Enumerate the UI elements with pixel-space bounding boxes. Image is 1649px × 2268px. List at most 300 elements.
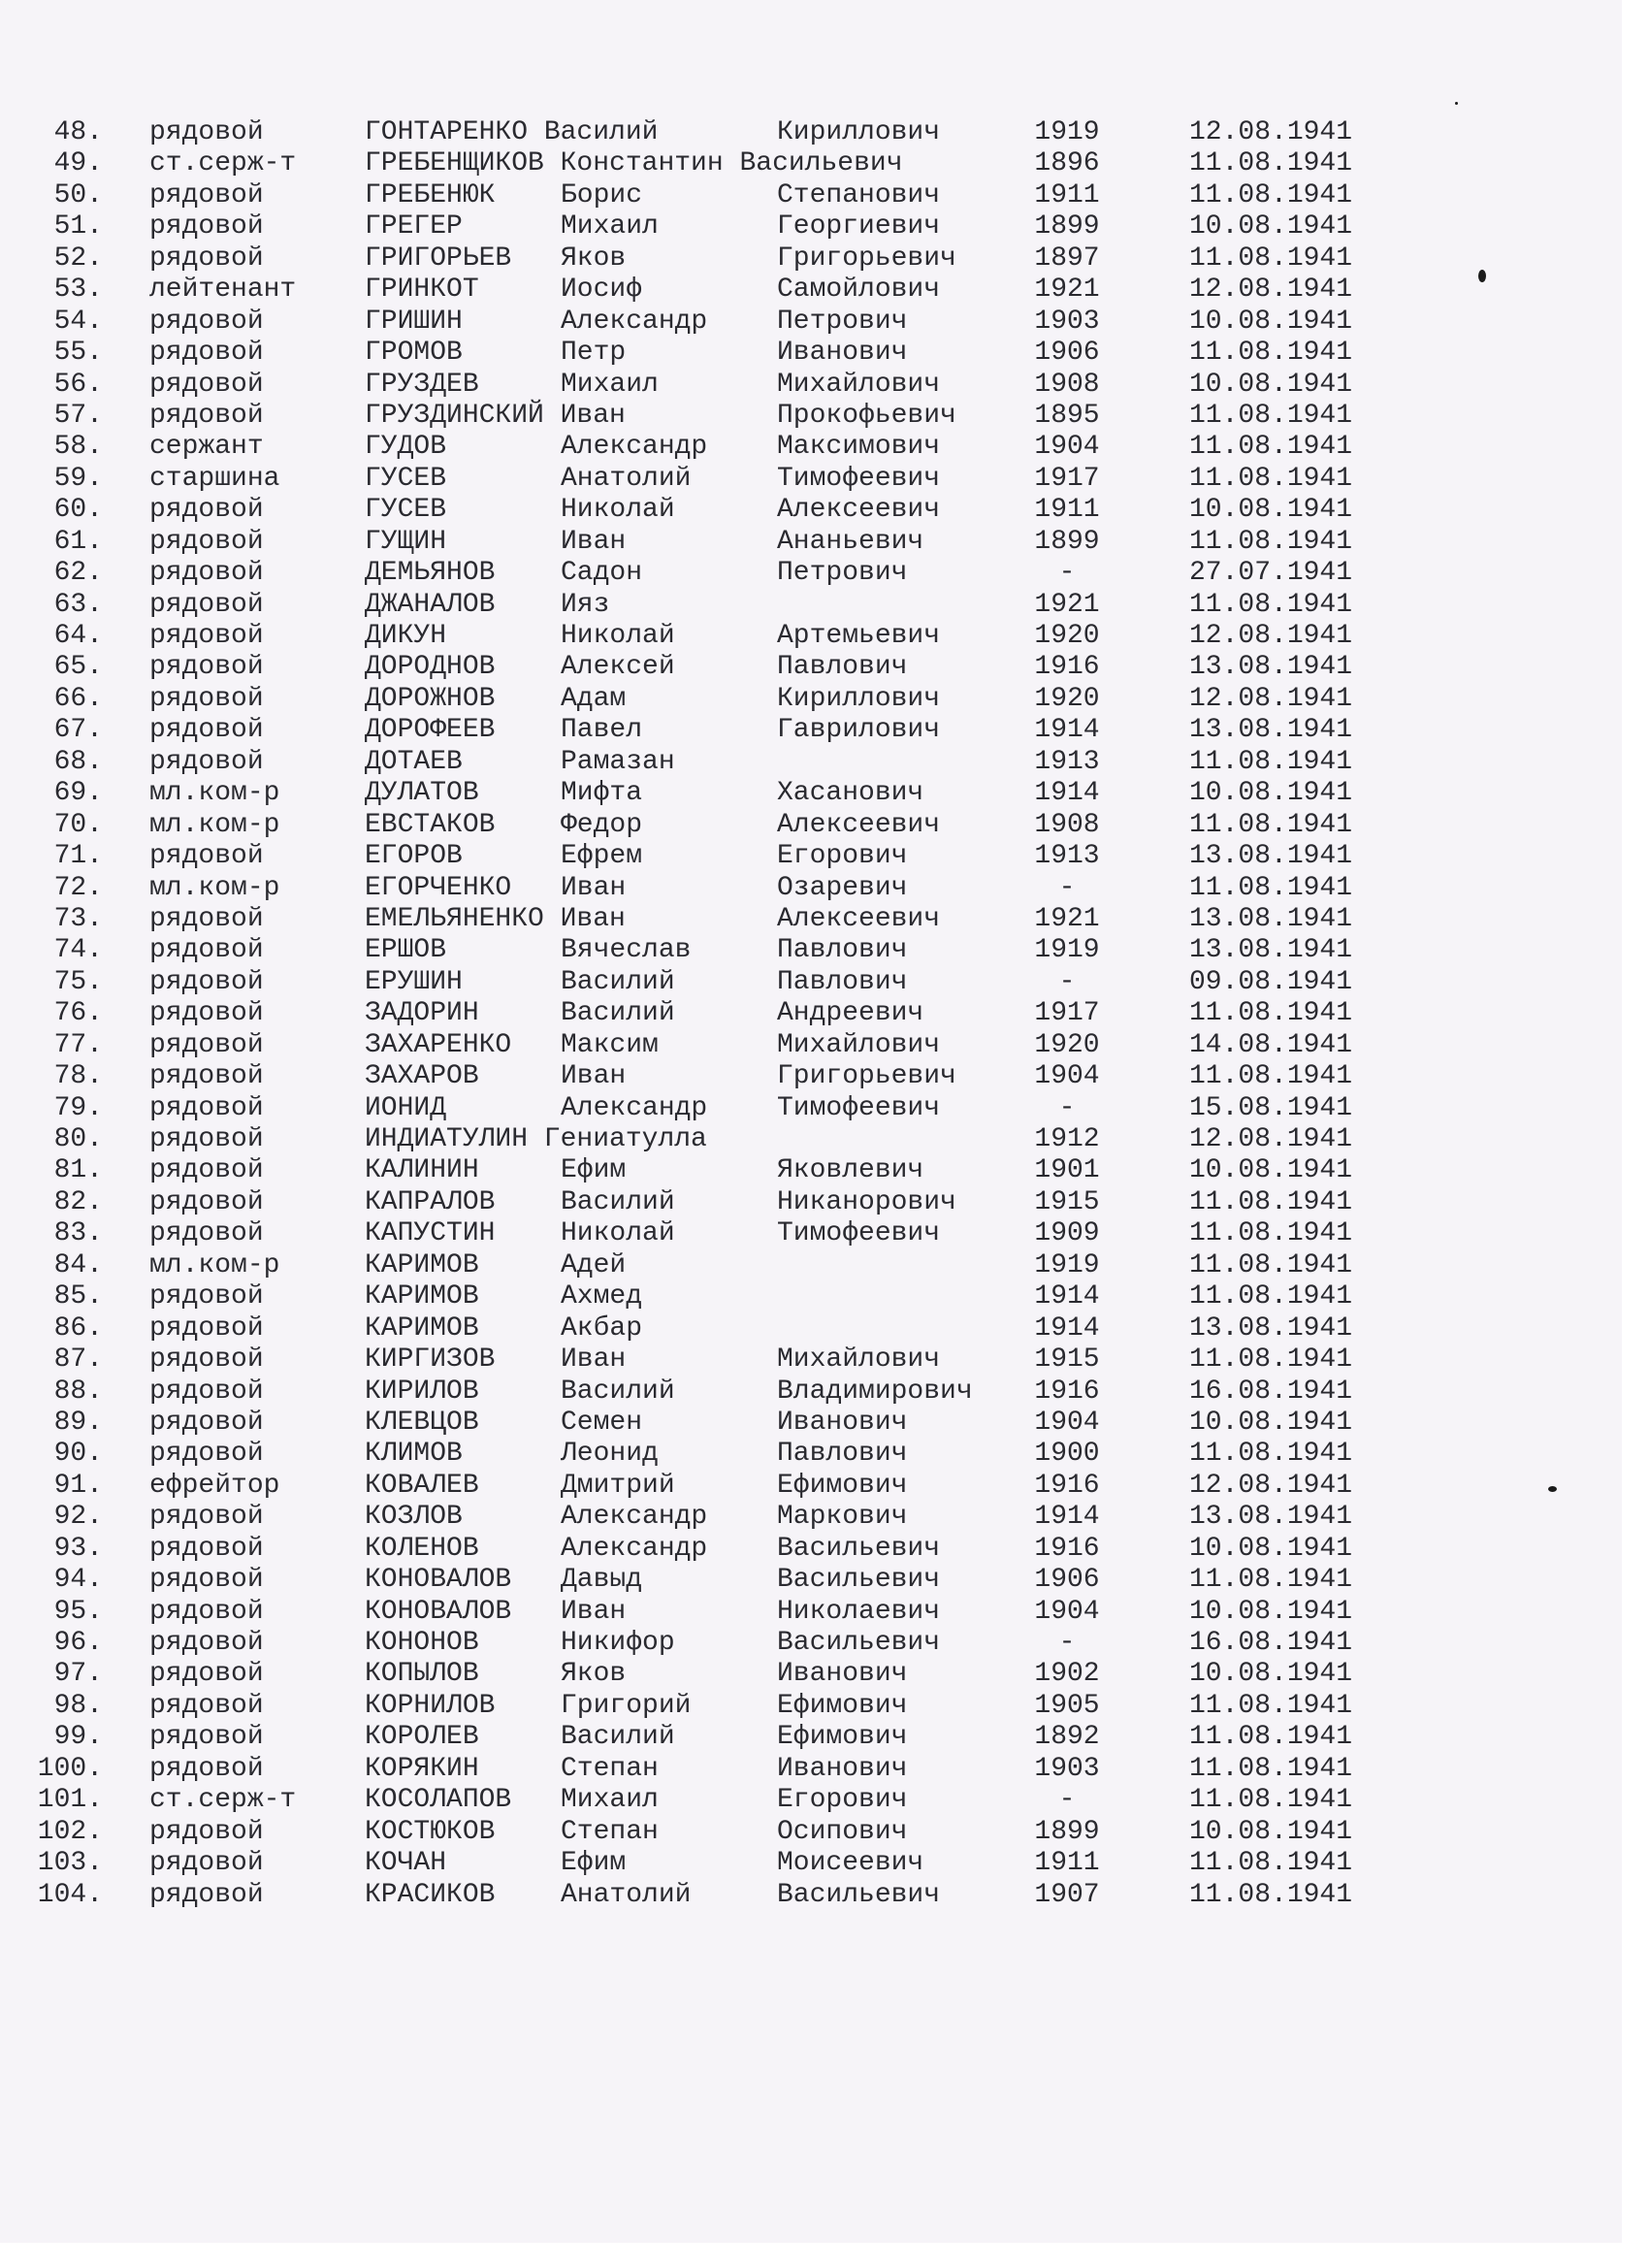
surname: ГУСЕВ [365,463,447,494]
given-name: Дмитрий [561,1470,675,1501]
given-name: Максим [561,1029,659,1060]
given-name: Степан [561,1753,659,1784]
date: 13.08.1941 [1189,715,1353,746]
given-name: Александр [561,432,708,463]
roster-row [0,590,1455,621]
given-name: Александр [561,306,708,337]
patronymic: Кириллович [777,117,941,147]
birth-year: 1917 [1034,998,1100,1029]
birth-year: 1915 [1034,1345,1100,1376]
surname: ДЕМЬЯНОВ [365,558,496,589]
ink-speck [1478,270,1486,282]
surname: ЕГОРЧЕНКО [365,872,512,903]
entry-number: 60. [53,495,103,526]
entry-number: 82. [53,1186,103,1217]
surname: КАРИМОВ [365,1281,479,1312]
patronymic: Степанович [777,179,941,211]
entry-number: 101. [37,1785,103,1816]
roster-row [0,1313,1455,1345]
given-name: Петр [561,338,627,369]
surname: ГУЩИН [365,526,447,557]
roster-row [0,1061,1455,1092]
roster-row [0,1281,1455,1312]
patronymic: Иванович [777,1659,908,1690]
date: 10.08.1941 [1189,1596,1353,1627]
roster-row [0,841,1455,872]
military-rank: рядовой [149,117,264,147]
date: 11.08.1941 [1189,1249,1353,1280]
surname: ГРЕГЕР [365,211,463,243]
roster-row [0,1597,1455,1628]
roster-row [0,180,1455,211]
roster-row [0,148,1455,179]
birth-year: - [1058,872,1076,903]
entry-number: 70. [53,809,103,840]
patronymic: Тимофеевич [777,1218,941,1249]
birth-year: 1904 [1034,432,1100,463]
patronymic: Васильевич [777,1533,941,1564]
patronymic: Тимофеевич [777,1092,941,1123]
surname: КОЧАН [365,1848,447,1879]
entry-number: 100. [37,1753,103,1784]
birth-year: 1900 [1034,1439,1100,1470]
date: 11.08.1941 [1189,179,1353,211]
surname: КОЛЕНОВ [365,1533,479,1564]
birth-year: 1899 [1034,1816,1100,1847]
birth-year: 1899 [1034,211,1100,243]
given-name: Адей [561,1249,627,1280]
date: 11.08.1941 [1189,463,1353,494]
entry-number: 96. [53,1628,103,1658]
patronymic: Ефимович [777,1722,908,1753]
entry-number: 62. [53,558,103,589]
patronymic: Алексеевич [777,495,941,526]
date: 15.08.1941 [1189,1092,1353,1123]
military-rank: сержант [149,432,264,463]
birth-year: 1919 [1034,935,1100,966]
surname: ИНДИАТУЛИН Гениатулла [365,1124,707,1154]
surname: КАПУСТИН [365,1218,496,1249]
birth-year: 1902 [1034,1659,1100,1690]
military-rank: рядовой [149,211,264,243]
military-rank: рядовой [149,1124,264,1154]
date: 16.08.1941 [1189,1628,1353,1658]
birth-year: 1914 [1034,778,1100,809]
patronymic: Михайлович [777,1345,941,1376]
birth-year: 1913 [1034,746,1100,777]
entry-number: 53. [53,275,103,306]
roster-row [0,401,1455,432]
entry-number: 98. [53,1690,103,1721]
roster-row [0,338,1455,369]
date: 11.08.1941 [1189,589,1353,620]
military-rank: рядовой [149,1816,264,1847]
date: 11.08.1941 [1189,1345,1353,1376]
military-rank: рядовой [149,1407,264,1438]
military-rank: рядовой [149,1155,264,1186]
date: 11.08.1941 [1189,998,1353,1029]
military-rank: рядовой [149,652,264,683]
birth-year: 1916 [1034,1376,1100,1407]
birth-year: 1921 [1034,275,1100,306]
patronymic: Павлович [777,966,908,997]
surname: ЕРУШИН [365,966,463,997]
given-name: Николай [561,495,675,526]
entry-number: 61. [53,526,103,557]
birth-year: 1897 [1034,243,1100,274]
entry-number: 92. [53,1502,103,1533]
birth-year: 1909 [1034,1218,1100,1249]
surname: ЕГОРОВ [365,841,463,872]
roster-row [0,1030,1455,1061]
military-rank: рядовой [149,243,264,274]
entry-number: 97. [53,1659,103,1690]
birth-year: 1896 [1034,148,1100,179]
date: 13.08.1941 [1189,1312,1353,1344]
military-rank: рядовой [149,1502,264,1533]
given-name: Борис [561,179,643,211]
roster-row [0,370,1455,401]
roster-row [0,1628,1455,1659]
given-name: Василий [561,1722,675,1753]
military-rank: рядовой [149,1848,264,1879]
military-rank: мл.ком-р [149,809,280,840]
birth-year: 1905 [1034,1690,1100,1721]
surname: ДОТАЕВ [365,746,463,777]
surname: КОНОВАЛОВ [365,1596,512,1627]
military-rank: рядовой [149,715,264,746]
given-name: Александр [561,1502,708,1533]
patronymic: Егорович [777,841,908,872]
patronymic: Ефимович [777,1470,908,1501]
given-name: Вячеслав [561,935,692,966]
date: 11.08.1941 [1189,526,1353,557]
surname: КИРГИЗОВ [365,1345,496,1376]
given-name: Иван [561,872,627,903]
entry-number: 68. [53,746,103,777]
given-name: Рамазан [561,746,675,777]
roster-row [0,1534,1455,1565]
date: 11.08.1941 [1189,400,1353,431]
birth-year: 1914 [1034,1281,1100,1312]
ink-speck [1455,102,1458,105]
military-rank: рядовой [149,746,264,777]
date: 11.08.1941 [1189,1722,1353,1753]
entry-number: 51. [53,211,103,243]
date: 10.08.1941 [1189,778,1353,809]
entry-number: 88. [53,1376,103,1407]
date: 11.08.1941 [1189,432,1353,463]
military-rank: рядовой [149,1312,264,1344]
military-rank: рядовой [149,1879,264,1910]
date: 11.08.1941 [1189,1848,1353,1879]
entry-number: 64. [53,621,103,651]
birth-year: 1920 [1034,1029,1100,1060]
military-rank: рядовой [149,1281,264,1312]
date: 11.08.1941 [1189,1439,1353,1470]
patronymic: Алексеевич [777,809,941,840]
roster-row [0,1848,1455,1879]
given-name: Мифта [561,778,643,809]
patronymic: Петрович [777,306,908,337]
birth-year: 1916 [1034,1533,1100,1564]
date: 10.08.1941 [1189,1407,1353,1438]
given-name: Анатолий [561,1879,692,1910]
ink-speck [1548,1486,1557,1492]
surname: ГОНТАРЕНКО Василий [365,117,659,147]
surname: ЗАХАРОВ [365,1061,479,1092]
birth-year: 1901 [1034,1155,1100,1186]
birth-year: - [1058,1628,1076,1658]
roster-row [0,621,1455,652]
patronymic: Ананьевич [777,526,924,557]
patronymic: Иванович [777,338,908,369]
entry-number: 76. [53,998,103,1029]
roster-row [0,873,1455,904]
date: 27.07.1941 [1189,558,1353,589]
birth-year: 1913 [1034,841,1100,872]
entry-number: 58. [53,432,103,463]
entry-number: 79. [53,1092,103,1123]
patronymic: Тимофеевич [777,463,941,494]
surname: ДОРОДНОВ [365,652,496,683]
entry-number: 103. [37,1848,103,1879]
given-name: Яков [561,1659,627,1690]
entry-number: 59. [53,463,103,494]
birth-year: 1919 [1034,117,1100,147]
entry-number: 77. [53,1029,103,1060]
patronymic: Прокофьевич [777,400,956,431]
military-rank: ст.серж-т [149,1785,297,1816]
military-rank: рядовой [149,1753,264,1784]
date: 11.08.1941 [1189,1565,1353,1596]
surname: ЗАДОРИН [365,998,479,1029]
entry-number: 87. [53,1345,103,1376]
given-name: Иосиф [561,275,643,306]
date: 11.08.1941 [1189,809,1353,840]
military-rank: рядовой [149,903,264,934]
surname: ЕВСТАКОВ [365,809,496,840]
birth-year: 1914 [1034,1312,1100,1344]
entry-number: 54. [53,306,103,337]
surname: ЕМЕЛЬЯНЕНКО Иван [365,903,626,934]
surname: ГРИШИН [365,306,463,337]
entry-number: 95. [53,1596,103,1627]
surname: КЛЕВЦОВ [365,1407,479,1438]
entry-number: 57. [53,400,103,431]
given-name: Михаил [561,369,659,400]
patronymic: Озаревич [777,872,908,903]
roster-row [0,652,1455,683]
given-name: Давыд [561,1565,643,1596]
patronymic: Васильевич [777,1879,941,1910]
patronymic: Михайлович [777,369,941,400]
surname: ДУЛАТОВ [365,778,479,809]
entry-number: 69. [53,778,103,809]
roster-row [0,1880,1455,1911]
roster-row [0,967,1455,998]
date: 10.08.1941 [1189,495,1353,526]
roster-row [0,684,1455,715]
military-rank: рядовой [149,1439,264,1470]
date: 11.08.1941 [1189,1061,1353,1092]
given-name: Василий [561,1376,675,1407]
surname: КОВАЛЕВ [365,1470,479,1501]
date: 13.08.1941 [1189,652,1353,683]
entry-number: 99. [53,1722,103,1753]
roster-row [0,432,1455,463]
military-rank: рядовой [149,369,264,400]
given-name: Ахмед [561,1281,643,1312]
given-name: Степан [561,1816,659,1847]
entry-number: 67. [53,715,103,746]
surname: КИРИЛОВ [365,1376,479,1407]
date: 13.08.1941 [1189,841,1353,872]
entry-number: 63. [53,589,103,620]
patronymic: Иванович [777,1753,908,1784]
date: 10.08.1941 [1189,369,1353,400]
military-rank: рядовой [149,1722,264,1753]
surname: КАПРАЛОВ [365,1186,496,1217]
surname: КЛИМОВ [365,1439,463,1470]
entry-number: 90. [53,1439,103,1470]
roster-row [0,1093,1455,1124]
surname: КРАСИКОВ [365,1879,496,1910]
date: 10.08.1941 [1189,1816,1353,1847]
given-name: Ияз [561,589,610,620]
surname: ГУДОВ [365,432,447,463]
patronymic: Алексеевич [777,903,941,934]
given-name: Иван [561,1596,627,1627]
patronymic: Михайлович [777,1029,941,1060]
date: 12.08.1941 [1189,621,1353,651]
patronymic: Николаевич [777,1596,941,1627]
entry-number: 102. [37,1816,103,1847]
date: 10.08.1941 [1189,211,1353,243]
given-name: Ефим [561,1155,627,1186]
surname: КАРИМОВ [365,1249,479,1280]
roster-list [0,117,1455,1911]
roster-row [0,307,1455,338]
date: 10.08.1941 [1189,1659,1353,1690]
surname: ГРИГОРЬЕВ [365,243,512,274]
scan-margin-bottom [0,2243,1649,2268]
roster-row [0,1471,1455,1502]
military-rank: рядовой [149,179,264,211]
entry-number: 104. [37,1879,103,1910]
entry-number: 48. [53,117,103,147]
date: 12.08.1941 [1189,683,1353,714]
roster-row [0,1754,1455,1785]
patronymic: Хасанович [777,778,924,809]
date: 10.08.1941 [1189,306,1353,337]
surname: КОЗЛОВ [365,1502,463,1533]
date: 11.08.1941 [1189,1879,1353,1910]
entry-number: 52. [53,243,103,274]
military-rank: рядовой [149,495,264,526]
date: 11.08.1941 [1189,338,1353,369]
given-name: Федор [561,809,643,840]
birth-year: 1920 [1034,683,1100,714]
entry-number: 89. [53,1407,103,1438]
entry-number: 49. [53,148,103,179]
birth-year: 1904 [1034,1407,1100,1438]
surname: КАЛИНИН [365,1155,479,1186]
given-name: Никифор [561,1628,675,1658]
roster-row [0,778,1455,809]
military-rank: рядовой [149,966,264,997]
roster-row [0,1377,1455,1408]
roster-row [0,1345,1455,1376]
given-name: Ефрем [561,841,643,872]
military-rank: рядовой [149,1565,264,1596]
roster-row [0,211,1455,243]
given-name: Василий [561,966,675,997]
military-rank: рядовой [149,1061,264,1092]
given-name: Яков [561,243,627,274]
surname: ЕРШОВ [365,935,447,966]
military-rank: рядовой [149,935,264,966]
roster-row [0,1218,1455,1249]
entry-number: 73. [53,903,103,934]
given-name: Иван [561,1345,627,1376]
military-rank: рядовой [149,683,264,714]
patronymic: Ефимович [777,1690,908,1721]
patronymic: Петрович [777,558,908,589]
surname: ИОНИД [365,1092,447,1123]
roster-row [0,527,1455,558]
date: 10.08.1941 [1189,1155,1353,1186]
military-rank: рядовой [149,526,264,557]
patronymic: Егорович [777,1785,908,1816]
roster-row [0,1502,1455,1533]
surname: ГРЕБЕНЮК [365,179,496,211]
military-rank: рядовой [149,558,264,589]
roster-row [0,1439,1455,1470]
military-rank: рядовой [149,1628,264,1658]
patronymic: Иванович [777,1407,908,1438]
date: 11.08.1941 [1189,1186,1353,1217]
birth-year: 1911 [1034,179,1100,211]
entry-number: 94. [53,1565,103,1596]
birth-year: 1914 [1034,1502,1100,1533]
date: 12.08.1941 [1189,117,1353,147]
roster-row [0,747,1455,778]
roster-row [0,243,1455,275]
military-rank: рядовой [149,841,264,872]
surname: ЗАХАРЕНКО [365,1029,512,1060]
given-name: Семен [561,1407,643,1438]
surname: ГРОМОВ [365,338,463,369]
birth-year: 1914 [1034,715,1100,746]
surname: ГРУЗДИНСКИЙ Иван [365,400,626,431]
given-name: Павел [561,715,643,746]
roster-row [0,1408,1455,1439]
roster-row [0,495,1455,526]
military-rank: рядовой [149,1029,264,1060]
patronymic: Павлович [777,1439,908,1470]
roster-row [0,1722,1455,1753]
entry-number: 80. [53,1124,103,1154]
birth-year: 1915 [1034,1186,1100,1217]
birth-year: 1895 [1034,400,1100,431]
surname: КОНОВАЛОВ [365,1565,512,1596]
roster-row [0,810,1455,841]
military-rank: рядовой [149,621,264,651]
surname: КОСТЮКОВ [365,1816,496,1847]
date: 12.08.1941 [1189,1124,1353,1154]
birth-year: 1912 [1034,1124,1100,1154]
